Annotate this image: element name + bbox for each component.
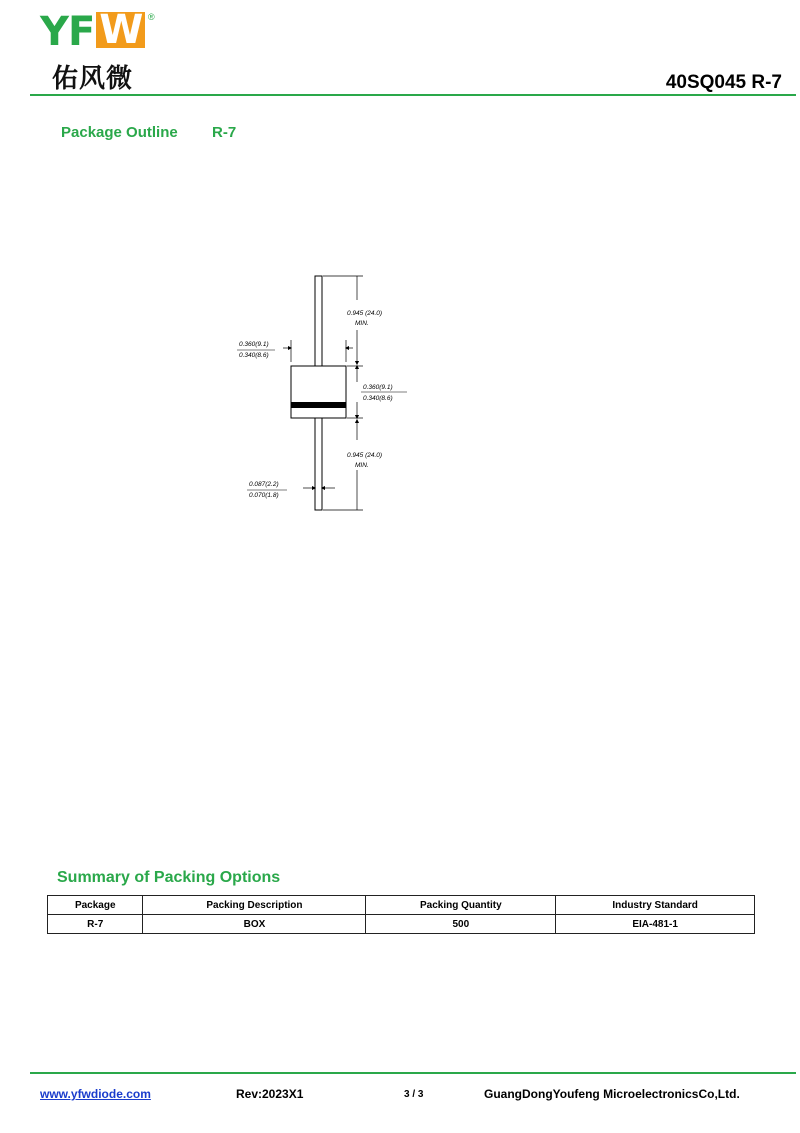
- document-title: 40SQ045 R-7: [665, 72, 782, 93]
- dim-lead-length-lower: 0.945 (24.0): [347, 452, 383, 459]
- table-cell: 500: [366, 915, 556, 934]
- dim-lead-length-upper: 0.945 (24.0): [347, 310, 383, 317]
- packing-options-table: [47, 895, 755, 934]
- table-header-row: [48, 896, 755, 915]
- revision-label: Rev:2023X1: [236, 1087, 304, 1101]
- page-number: 3 / 3: [404, 1089, 424, 1100]
- column-header: Packing Description: [143, 896, 366, 915]
- header-divider: [30, 94, 796, 96]
- dim-body-len-min: 0.340(8.6): [363, 395, 393, 402]
- column-header: Packing Quantity: [366, 896, 556, 915]
- packing-summary-title: Summary of Packing Options: [57, 869, 281, 886]
- company-name: GuangDongYoufeng MicroelectronicsCo,Ltd.: [484, 1087, 740, 1101]
- table-cell: EIA-481-1: [556, 915, 755, 934]
- table-row: [48, 915, 755, 934]
- dim-lead-length-upper-min: MIN.: [355, 320, 369, 327]
- upper-lead: [315, 276, 322, 366]
- logo: [40, 7, 145, 55]
- dim-body-dia-min: 0.340(8.6): [239, 352, 269, 359]
- dim-lead-dia-max: 0.087(2.2): [249, 481, 279, 488]
- table-cell: R-7: [48, 915, 143, 934]
- dim-lead-length-lower-min: MIN.: [355, 462, 369, 469]
- package-name: R-7: [212, 124, 237, 141]
- logo-chinese-text: 佑风微: [52, 64, 134, 94]
- logo-latin-text: YF: [40, 9, 95, 55]
- cathode-band: [291, 402, 346, 408]
- registered-mark: ®: [148, 12, 155, 22]
- diode-body: [291, 366, 346, 418]
- column-header: Package: [48, 896, 143, 915]
- package-outline-drawing: [225, 270, 425, 520]
- package-outline-title: Package Outline: [61, 124, 178, 141]
- column-header: Industry Standard: [556, 896, 755, 915]
- lower-lead: [315, 418, 322, 510]
- website-link[interactable]: www.yfwdiode.com: [40, 1087, 151, 1101]
- dim-body-len-max: 0.360(9.1): [363, 384, 393, 391]
- dim-body-dia-max: 0.360(9.1): [239, 341, 269, 348]
- footer-divider: [30, 1072, 796, 1074]
- table-cell: BOX: [143, 915, 366, 934]
- logo-box-letter: W: [96, 12, 145, 48]
- dim-lead-dia-min: 0.070(1.8): [249, 492, 279, 499]
